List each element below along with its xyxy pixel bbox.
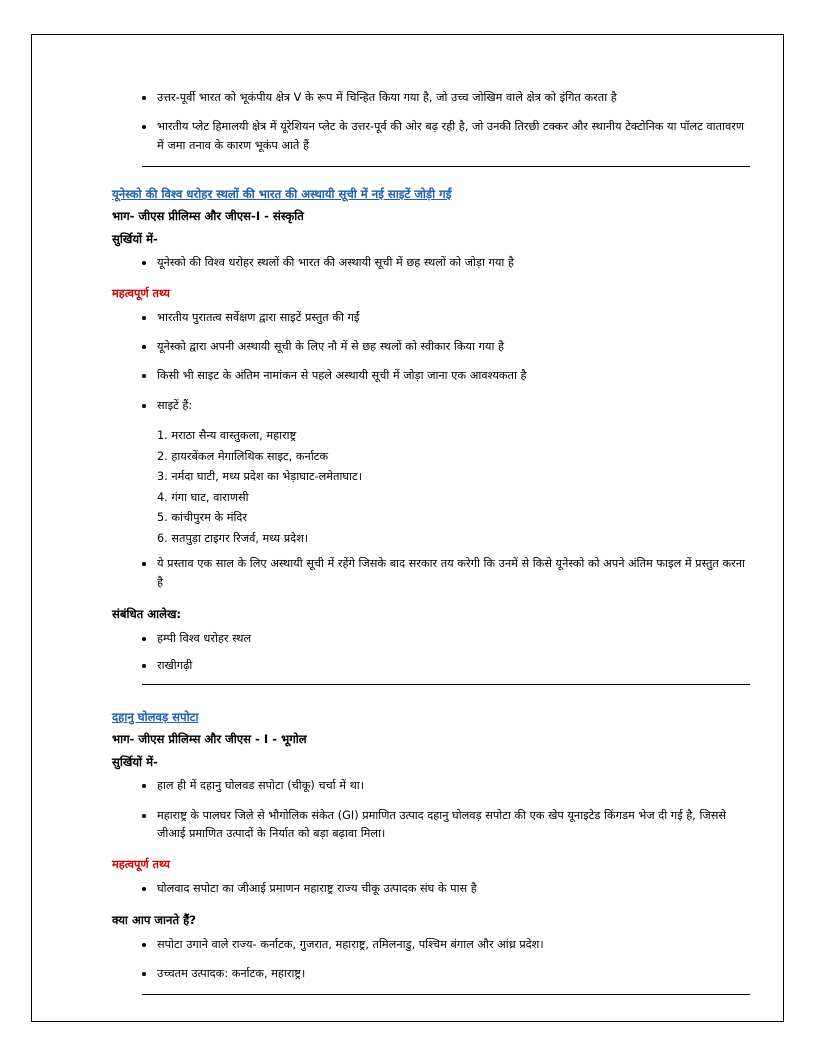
site-entry: 6. सतपुड़ा टाइगर रिजर्व, मध्य प्रदेश। (157, 531, 309, 545)
list-item-sites-label: साइटें हैं: (112, 397, 752, 415)
sapota-did-you-know-label: क्या आप जानते हैं? (112, 912, 197, 927)
sapota-heading-wrap (112, 706, 752, 728)
site-entry: 3. नर्मदा घाटी, मध्य प्रदेश का भेड़ाघाट-लमेताघाट। (157, 470, 362, 484)
site-entry: 5. कांचीपुरम के मंदिर (157, 511, 248, 525)
list-item: हाल ही में दहानु घोलवड सपोटा (चीकू) चर्चा में था। (112, 777, 752, 795)
unesco-heading-wrap (112, 183, 752, 205)
related-link-item[interactable]: राखीगढ़ी (112, 657, 752, 675)
unesco-related-label: संबंधित आलेख: (112, 606, 182, 621)
earthquake-bullet-list (112, 89, 752, 155)
document-content (112, 85, 752, 1009)
site-entry: 2. हायरबेंकल मेगालिथिक साइट, कर्नाटक (157, 449, 329, 463)
unesco-fact-bullet-list (112, 309, 752, 415)
unesco-news-label: सुर्खियों में- (112, 231, 158, 246)
list-item: घोलवाद सपोटा का जीआई प्रमाणन महाराष्ट्र राज्य चीकू उत्पादक संघ के पास है (112, 880, 752, 898)
site-entry: 4. गंगा घाट, वाराणसी (157, 490, 249, 504)
unesco-section-heading-link[interactable]: यूनेस्को की विश्व धरोहर स्थलों की भारत की अस्थायी सूची में नई साइटें जोड़ी गईं (112, 186, 452, 201)
unesco-subject-line: भाग- जीएस प्रीलिम्स और जीएस-I - संस्कृति (112, 208, 304, 223)
sapota-news-label: सुर्खियों में- (112, 754, 158, 769)
list-item: महाराष्ट्र के पालघर जिले से भौगोलिक संकेत (GI) प्रमाणित उत्पाद दहानु घोलवड़ सपोटा की एक खेप यूनाइटेड किंगडम भेज दी गई है, जिससे जीआई प्रमाणित उत्पादों के निर्यात को बड़ा बढ़ावा मिला। (112, 807, 752, 844)
sapota-subject-line: भाग- जीएस प्रीलिम्स और जीएस - I - भूगोल (112, 732, 307, 747)
list-item: सपोटा उगाने वाले राज्य- कर्नाटक, गुजरात, महाराष्ट्र, तमिलनाडु, पश्चिम बंगाल और आंध्र प्रदेश। (112, 936, 752, 954)
sapota-did-you-know-list (112, 936, 752, 984)
sapota-news-bullet-list (112, 777, 752, 843)
unesco-facts-label: महत्वपूर्ण तथ्य (112, 287, 170, 301)
list-item: ये प्रस्ताव एक साल के लिए अस्थायी सूची में रहेंगे जिसके बाद सरकार तय करेगी कि उनमें से किसे यूनेस्को को अपने अंतिम फाइल में प्रस्तुत करना है (112, 555, 752, 592)
list-item: भारतीय पुरातत्व सर्वेक्षण द्वारा साइटें प्रस्तुत की गईं (112, 309, 752, 327)
spacer (112, 699, 752, 706)
section-divider (142, 994, 750, 995)
unesco-news-bullet-list (112, 254, 752, 272)
list-item: यूनेस्को द्वारा अपनी अस्थायी सूची के लिए नौ में से छह स्थलों को स्वीकार किया गया है (112, 338, 752, 356)
list-item: भारतीय प्लेट हिमालयी क्षेत्र में यूरेशियन प्लेट के उत्तर-पूर्व की ओर बढ़ रही है, जो उनकी तिरछी टक्कर और स्थानीय टेक्टोनिक या पॉलट वातावरण में जमा तनाव के कारण भूकंप आते हैं (112, 118, 752, 155)
section-divider (142, 684, 750, 685)
related-link-item[interactable]: हम्पी विश्व धरोहर स्थल (112, 630, 752, 648)
sapota-fact-bullet-list (112, 880, 752, 898)
document-page (31, 34, 784, 1022)
unesco-closing-bullet-list (112, 555, 752, 592)
unesco-sites-numbered-list (112, 426, 752, 549)
sapota-facts-label: महत्वपूर्ण तथ्य (112, 858, 170, 872)
list-item: उच्चतम उत्पादक: कर्नाटक, महाराष्ट्र। (112, 965, 752, 983)
unesco-related-links-list (112, 630, 752, 676)
section-divider (142, 166, 750, 167)
sapota-section-heading-link[interactable]: दहानु घोलवड़ सपोटा (112, 710, 199, 725)
site-entry: 1. मराठा सैन्य वास्तुकला, महाराष्ट्र (157, 429, 297, 443)
list-item: उत्तर-पूर्वी भारत को भूकंपीय क्षेत्र V के रूप में चिन्हित किया गया है, जो उच्च जोखिम वाले क्षेत्र को इंगित करता है (112, 89, 752, 107)
list-item: किसी भी साइट के अंतिम नामांकन से पहले अस्थायी सूची में जोड़ा जाना एक आवश्यकता है (112, 367, 752, 385)
list-item: यूनेस्को की विश्व धरोहर स्थलों की भारत की अस्थायी सूची में छह स्थलों को जोड़ा गया है (112, 254, 752, 272)
